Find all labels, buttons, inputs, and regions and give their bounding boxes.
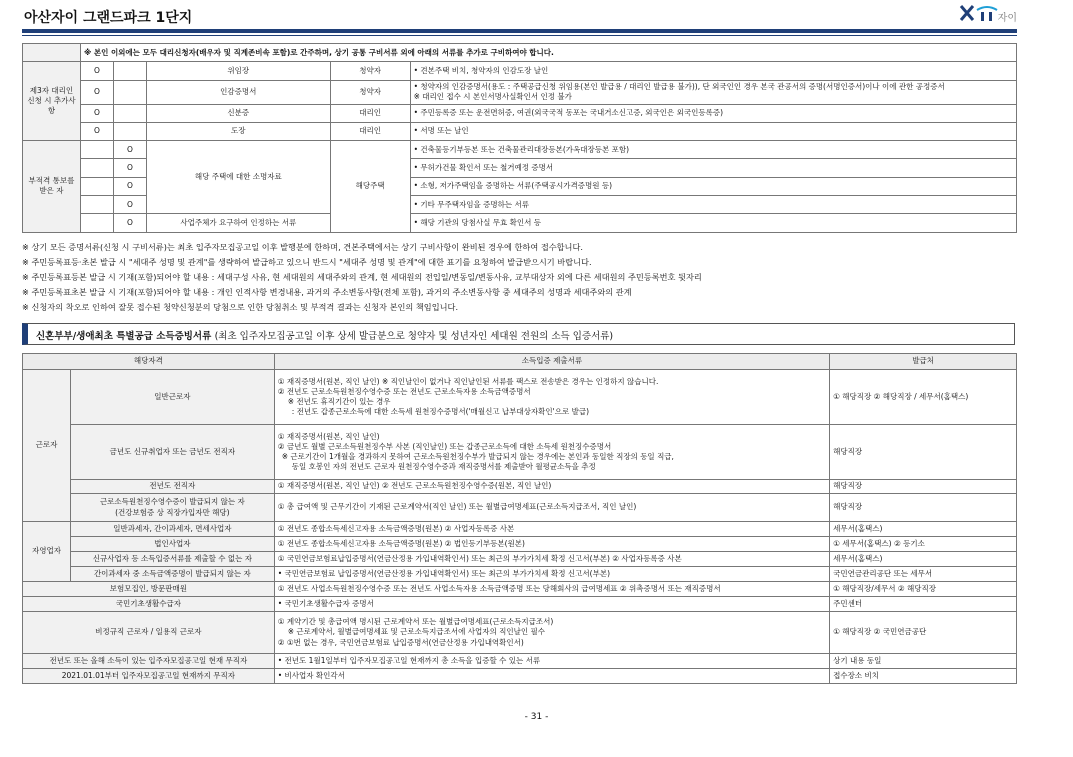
- documents: ① 재직증명서(원본, 직인 날인) ② 전년도 근로소득원천징수영수증(원본, 직인 날인): [274, 480, 829, 494]
- page-number: - 31 -: [524, 712, 549, 722]
- notes-list: [22, 240, 1017, 315]
- note-line: ※ 주민등록표등·초본 발급 시 "세대주 성명 및 관계"를 생략하여 발급하고 있으니 반드시 "세대주 성명 및 관계"에 대한 표기를 요청하여 발급받으시기 바랍니다.: [22, 257, 592, 267]
- col-header: 발급처: [830, 354, 1017, 370]
- qualification: 근로소득원천징수영수증이 발급되지 않는 자 (건강보험증 상 직장가입자만 해당): [70, 494, 274, 522]
- ineligible-group-label: 부적격 통보를 받은 자: [23, 141, 81, 232]
- doc-note: • 청약자의 인감증명서(용도 : 주택공급신청 위임용(본인 발급용 / 대리인 발급용 불가)), 단 외국인인 경우 본국 관공서의 증명(서명인증서)이나 이에 관한 공정증서 ※ 대리인 접수 시 본인서명사실확인서 인정 불가: [410, 80, 1016, 104]
- doc-note: • 건축물등기부등본 또는 건축물관리대장등본(가옥대장등본 포함): [410, 141, 1016, 159]
- documents: ① 전년도 사업소득원천징수영수증 또는 전년도 사업소득자용 소득금액증명 또는 당해회사의 급여명세표 ② 위촉증명서 또는 재직증명서: [274, 582, 829, 597]
- col-header: 소득입증 제출서류: [274, 354, 829, 370]
- doc-name: 해당 주택에 대한 소명자료: [146, 141, 330, 214]
- qualification: 2021.01.01부터 입주자모집공고일 현재까지 무직자: [23, 669, 275, 684]
- issuer: ① 세무서(홈택스) ② 등기소: [830, 537, 1017, 552]
- doc-name: 위임장: [146, 62, 330, 80]
- doc-note: • 기타 무주택자임을 증명하는 서류: [410, 196, 1016, 214]
- proxy-group-label: 제3자 대리인 신청 시 추가사항: [23, 62, 81, 141]
- issuer: 세무서(홈택스): [830, 552, 1017, 567]
- issuer: ① 해당직장 ② 국민연금공단: [830, 612, 1017, 654]
- documents: • 전년도 1월1일부터 입주자모집공고일 현재까지 총 소득을 입증할 수 있는 서류: [274, 654, 829, 669]
- documents: ① 전년도 종합소득세신고자용 소득금액증명(원본) ② 사업자등록증 사본: [274, 522, 829, 537]
- issuer: 해당직장: [830, 425, 1017, 480]
- qualification: 간이과세자 중 소득금액증명이 발급되지 않는 자: [70, 567, 274, 582]
- income-documents-table: [22, 353, 1017, 684]
- documents: ① 재직증명서(원본, 직인 날인) ② 금년도 월별 근로소득원천징수부 사본 (직인날인) 또는 갑종근로소득에 대한 소득세 원천징수증명서 ※ 근로기간이 1개월을 경과하지 못하여 근로소득원천징수부가 발급되지 않는 경우에는 본인과 동일한 직장의 동일 직급, 동일 호봉인 자의 전년도 근로자 원천징수영수증과 재직증명서를 제출받아 월평균소득을 추정: [274, 425, 829, 480]
- issuer: 접수장소 비치: [830, 669, 1017, 684]
- brand-label: 자이: [997, 13, 1017, 24]
- issuer: 해당직장: [830, 480, 1017, 494]
- doc-issuer: 청약자: [330, 80, 410, 104]
- documents: ① 재직증명서(원본, 직인 날인) ※ 직인날인이 없거나 직인날인된 서류를 팩스로 전송받은 경우는 인정하지 않습니다. ② 전년도 근로소득원천징수영수증 또는 전년도 근로소득자용 소득금액증명서 ※ 전년도 휴직기간이 있는 경우 : 전년도 갑종근로소득에 대한 소득세 원천징수증명서('매월신고 납부대상자확인'으로 발급): [274, 370, 829, 425]
- page-title: 아산자이 그랜드파크 1단지: [24, 10, 193, 26]
- col-header: 해당자격: [23, 354, 275, 370]
- qualification: 금년도 신규취업자 또는 금년도 전직자: [70, 425, 274, 480]
- documents: • 국민기초생활수급자 증명서: [274, 597, 829, 612]
- qualification: 일반과세자, 간이과세자, 면세사업자: [70, 522, 274, 537]
- documents: • 국민연금보험료 납입증명서(연금산정용 가입내역확인서) 또는 최근의 부가가치세 확정 신고서(부본): [274, 567, 829, 582]
- qualification: 비정규직 근로자 / 일용직 근로자: [23, 612, 275, 654]
- doc-name: 도장: [146, 122, 330, 140]
- qualification: 전년도 전직자: [70, 480, 274, 494]
- doc-note: • 해당 기관의 당첨사실 무효 확인서 등: [410, 214, 1016, 232]
- documents: ① 총 급여액 및 근무기간이 기재된 근로계약서(직인 날인) 또는 월별급여명세표(근로소득지급조서, 직인 날인): [274, 494, 829, 522]
- doc-issuer: 대리인: [330, 122, 410, 140]
- section-title: 신혼부부/생애최초 특별공급 소득증빙서류: [36, 331, 212, 342]
- note-line: ※ 상기 모든 증명서류(신청 시 구비서류)는 최초 입주자모집공고일 이후 발행분에 한하며, 견본주택에서는 상기 구비사항이 완비된 경우에 한하여 접수합니다.: [22, 242, 583, 252]
- qualification: 신규사업자 등 소득입증서류를 제출할 수 없는 자: [70, 552, 274, 567]
- check-mark: O: [113, 214, 146, 232]
- note-line: ※ 주민등록표등본 발급 시 기재(포함)되어야 할 내용 : 세대구성 사유, 현 세대원의 세대주와의 관계, 현 세대원의 전입일/변동일/변동사유, 교부대상자 외에 다른 세대원의 주민등록번호 뒷자리: [22, 272, 702, 282]
- proxy-notice: ※ 본인 이외에는 모두 대리신청자(배우자 및 직계존비속 포함)로 간주하며, 상기 공통 구비서류 외에 아래의 서류를 추가로 구비하여야 합니다.: [80, 44, 1016, 62]
- doc-note: • 무허가건물 확인서 또는 철거예정 증명서: [410, 159, 1016, 177]
- qualification: 일반근로자: [70, 370, 274, 425]
- doc-name: 신분증: [146, 104, 330, 122]
- qualification: 법인사업자: [70, 537, 274, 552]
- header-rule-thin: [22, 35, 1017, 36]
- qualification: 국민기초생활수급자: [23, 597, 275, 612]
- issuer: 세무서(홈택스): [830, 522, 1017, 537]
- xi-logo-icon: [959, 2, 1001, 24]
- issuer: ① 해당직장/세무서 ② 해당직장: [830, 582, 1017, 597]
- check-mark: O: [113, 177, 146, 195]
- check-mark: O: [113, 196, 146, 214]
- check-mark: O: [80, 104, 113, 122]
- worker-group-label: 근로자: [23, 370, 71, 522]
- check-mark: O: [113, 159, 146, 177]
- doc-name: 사업주체가 요구하여 인정하는 서류: [146, 214, 330, 232]
- doc-note: • 주민등록증 또는 운전면허증, 여권(외국국적 동포는 국내거소신고증, 외국인은 외국인등록증): [410, 104, 1016, 122]
- issuer: 주민센터: [830, 597, 1017, 612]
- documents: • 비사업자 확인각서: [274, 669, 829, 684]
- issuer: 해당직장: [830, 494, 1017, 522]
- section-heading: [22, 323, 1015, 345]
- doc-issuer: 해당주택: [330, 141, 410, 232]
- doc-issuer: 대리인: [330, 104, 410, 122]
- header-rule: [22, 29, 1017, 33]
- documents: ① 국민연금보험료납입증명서(연금산정용 가입내역확인서) 또는 최근의 부가가치세 확정 신고서(부본) ② 사업자등록증 사본: [274, 552, 829, 567]
- check-mark: O: [80, 80, 113, 104]
- doc-name: 인감증명서: [146, 80, 330, 104]
- qualification: 보험모집인, 방문판매원: [23, 582, 275, 597]
- additional-documents-table: [22, 43, 1017, 233]
- note-line: ※ 신청자의 착오로 인하여 잘못 접수된 청약신청분의 당첨으로 인한 당첨취소 및 부적격 결과는 신청자 본인의 책임입니다.: [22, 302, 459, 312]
- doc-issuer: 청약자: [330, 62, 410, 80]
- check-mark: O: [113, 141, 146, 159]
- section-subtitle: (최초 입주자모집공고일 이후 상세 발급분으로 청약자 및 성년자인 세대원 전원의 소득 입증서류): [214, 331, 614, 342]
- doc-note: • 서명 또는 날인: [410, 122, 1016, 140]
- self-employed-group-label: 자영업자: [23, 522, 71, 582]
- issuer: ① 해당직장 ② 해당직장 / 세무서(홈택스): [830, 370, 1017, 425]
- documents: ① 계약기간 및 총급여액 명시된 근로계약서 또는 월별급여명세표(근로소득지급조서) ※ 근로계약서, 월별급여명세표 및 근로소득지급조서에 사업자의 직인날인 필수 ② ①번 없는 경우, 국민연금보험료 납입증명서(연금산정용 가입내역확인서): [274, 612, 829, 654]
- check-mark: O: [80, 122, 113, 140]
- qualification: 전년도 또는 올해 소득이 있는 입주자모집공고일 현재 무직자: [23, 654, 275, 669]
- issuer: 상기 내용 동일: [830, 654, 1017, 669]
- doc-note: • 소형, 저가주택임을 증명하는 서류(주택공시가격증명원 등): [410, 177, 1016, 195]
- documents: ① 전년도 종합소득세신고자용 소득금액증명(원본) ② 법인등기부등본(원본): [274, 537, 829, 552]
- note-line: ※ 주민등록표초본 발급 시 기재(포함)되어야 할 내용 : 개인 인적사항 변경내용, 과거의 주소변동사항(전체 포함), 과거의 주소변동사항 중 세대주의 성명과 세대주와의 관계: [22, 287, 632, 297]
- check-mark: O: [80, 62, 113, 80]
- issuer: 국민연금관리공단 또는 세무서: [830, 567, 1017, 582]
- doc-note: • 견본주택 비치, 청약자의 인감도장 날인: [410, 62, 1016, 80]
